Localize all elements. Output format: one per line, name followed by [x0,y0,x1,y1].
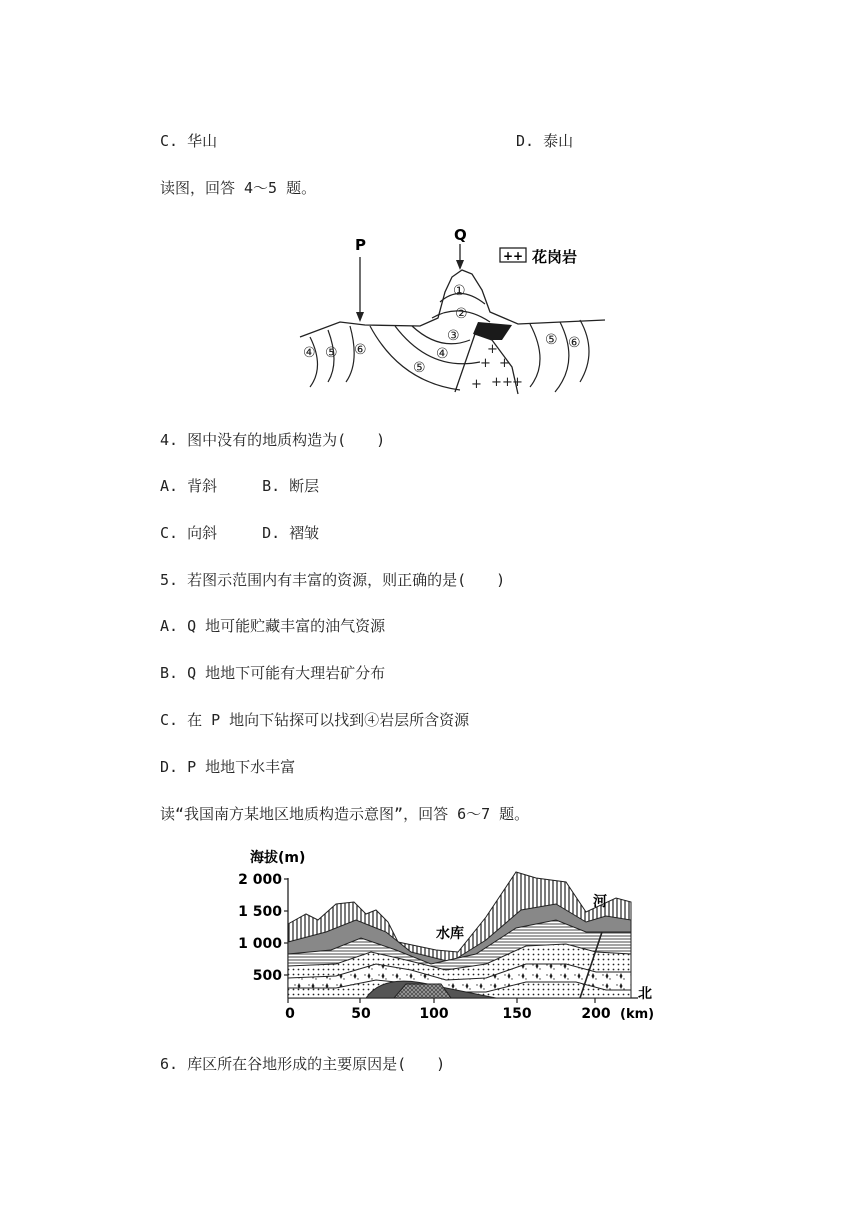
x-unit-label: (km) [620,1007,655,1022]
black-rock-band [473,322,512,340]
layer-number: ⑥ [354,342,367,358]
option-d-text: D. 泰山 [516,132,574,150]
layer-number: ⑤ [545,332,558,348]
layer-number: ⑤ [413,360,426,376]
svg-text:+: + [491,375,502,390]
x-ticks [288,998,595,1003]
label-q: Q [454,226,467,244]
layer-boundary [530,324,540,387]
p-arrowhead [356,312,364,322]
y-tick-label: 500 [252,968,282,984]
legend-symbol: ++ [503,249,524,263]
y-tick-label: 1 000 [238,936,282,952]
svg-text:+: + [512,375,523,390]
x-tick-label: 0 [285,1006,295,1022]
question-5-option-b: B. Q 地地下可能有大理岩矿分布 [160,664,386,682]
river-label: 河 [593,894,607,910]
svg-text:+: + [499,356,510,371]
question-5-option-c: C. 在 P 地向下钻探可以找到④岩层所含资源 [160,711,470,729]
svg-text:+: + [480,356,491,371]
y-tick-label: 2 000 [238,872,282,888]
question-5-option-d: D. P 地地下水丰富 [160,758,296,776]
question-6-stem: 6. 库区所在谷地形成的主要原因是( ) [160,1055,446,1073]
svg-text:+: + [487,342,498,357]
layer-number: ③ [447,328,460,344]
geologic-section-figure [280,222,620,398]
question-4-options-row1: A. 背斜 B. 断层 [160,477,320,495]
legend-label: 花岗岩 [532,248,578,266]
north-label: 北 [638,986,652,1002]
x-tick-label: 150 [502,1006,532,1022]
question-4-options-row2: C. 向斜 D. 褶皱 [160,524,320,542]
granite-plus-marks [471,342,523,392]
reservoir-label: 水库 [436,926,464,942]
label-p: P [355,236,366,254]
x-tick-label: 50 [351,1006,371,1022]
layer-number: ② [455,306,468,322]
question-5-option-a: A. Q 地可能贮藏丰富的油气资源 [160,617,386,635]
x-tick-label: 200 [581,1006,611,1022]
ground-surface-line [300,270,605,337]
layer-boundary [412,326,470,344]
layer-boundary [346,326,354,382]
y-tick-label: 1 500 [238,904,282,920]
option-c-text: C. 华山 [160,132,218,150]
instruction-6-7: 读“我国南方某地区地质构造示意图”，回答 6～7 题。 [160,805,530,823]
layer-number: ④ [436,346,449,362]
layer-boundary [580,320,589,382]
question-5-stem: 5. 若图示范围内有丰富的资源，则正确的是( ) [160,571,506,589]
x-tick-label: 100 [419,1006,449,1022]
svg-text:+: + [471,377,482,392]
instruction-4-5: 读图，回答 4～5 题。 [160,179,317,197]
question-4-stem: 4. 图中没有的地质构造为( ) [160,431,386,449]
layer-number: ④ [303,345,316,361]
svg-text:+: + [502,375,513,390]
q-arrowhead [456,260,464,270]
layer-number: ⑥ [568,335,581,351]
layer-number: ⑤ [325,345,338,361]
layer-number: ① [453,283,466,299]
elevation-section-figure [236,842,656,1026]
y-axis-title: 海拔(m) [250,850,306,866]
